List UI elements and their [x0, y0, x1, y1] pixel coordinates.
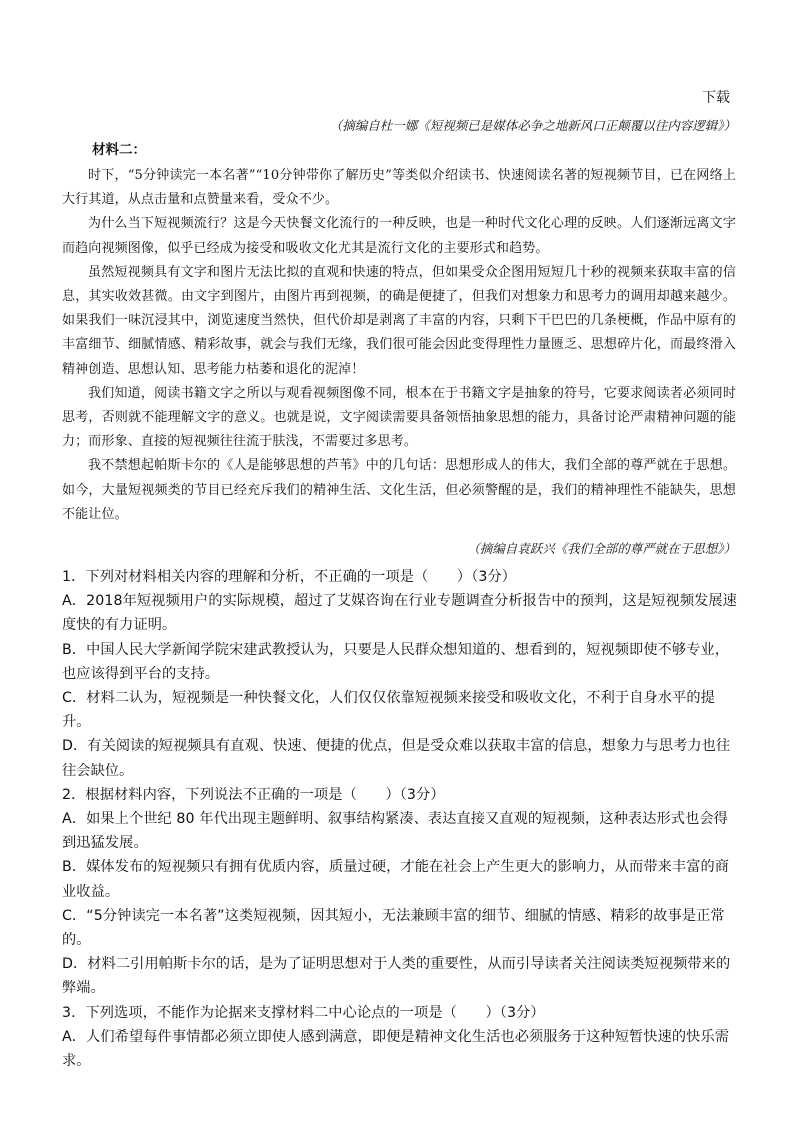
- material-one-citation: （摘编自杜一娜《短视频已是媒体必争之地新风口正颠覆以往内容逻辑》）: [329, 118, 736, 133]
- question-2: [62, 783, 742, 1001]
- material-two-paragraph-1: 时下，“5分钟读完一本名著”“10分钟带你了解历史”等类似介绍读书、快速阅读名著的短视频节目，已在网络上大行其道，从点击量和点赞量来看，受众不少。: [62, 168, 736, 208]
- question-1-option-a: A．2018年短视频用户的实际规模，超过了艾媒咨询在行业专题调查分析报告中的预判，这是短视频发展速度快的有力证明。: [62, 593, 737, 634]
- material-two-title: 材料二：: [92, 142, 146, 158]
- question-1: [62, 565, 742, 783]
- material-two-body: [62, 164, 736, 527]
- question-2-option-c: C．“5分钟读完一本名著”这类短视频，因其短小，无法兼顾丰富的细节、细腻的情感、精彩的故事是正常的。: [62, 907, 725, 949]
- question-2-option-d: D．材料二引用帕斯卡尔的话，是为了证明思想对于人类的重要性，从而引导读者关注阅读类短视频带来的弊端。: [62, 956, 731, 997]
- question-1-option-b: B．中国人民大学新闻学院宋建武教授认为，只要是人民群众想知道的、想看到的，短视频即使不够专业，也应该得到平台的支持。: [62, 641, 730, 682]
- download-link[interactable]: 下载: [702, 90, 730, 106]
- material-two-paragraph-4: 我们知道，阅读书籍文字之所以与观看视频图像不同，根本在于书籍文字是抽象的符号，它要求阅读者必须同时思考，否则就不能理解文字的意义。也就是说，文字阅读需要具备领悟抽象思想的能力，具备讨论严肃精神问题的能力；而形象、直接的短视频往往流于肤浅，不需要过多思考。: [62, 385, 736, 450]
- question-1-stem: 1．下列对材料相关内容的理解和分析，不正确的一项是（ ）（3分）: [62, 569, 517, 585]
- question-list: [62, 565, 742, 1073]
- question-3-option-a: A．人们希望每件事情都必须立即使人感到满意，即便是精神文化生活也必须服务于这种短暂快速的快乐需求。: [62, 1028, 730, 1070]
- material-two-paragraph-5: 我不禁想起帕斯卡尔的《人是能够思想的芦苇》中的几句话：思想形成人的伟大，我们全部的尊严就在于思想。如今，大量短视频类的节目已经充斥我们的精神生活、文化生活，但必须警醒的是，我们的精神理性不能缺失，思想不能让位。: [62, 458, 736, 522]
- question-2-option-b: B．媒体发布的短视频只有拥有优质内容，质量过硬，才能在社会上产生更大的影响力，从而带来丰富的商业收益。: [62, 859, 730, 900]
- question-1-option-c: C．材料二认为，短视频是一种快餐文化，人们仅仅依靠短视频来接受和吸收文化，不利于自身水平的提升。: [62, 690, 715, 731]
- material-two-paragraph-2: 为什么当下短视频流行？这是今天快餐文化流行的一种反映，也是一种时代文化心理的反映。人们逐渐远离文字而趋向视频图像，似乎已经成为接受和吸收文化尤其是流行文化的主要形式和趋势。: [62, 216, 736, 256]
- question-1-option-d: D．有关阅读的短视频具有直观、快速、便捷的优点，但是受众难以获取丰富的信息，想象力与思考力也往往会缺位。: [62, 738, 731, 779]
- material-two-paragraph-3: 虽然短视频具有文字和图片无法比拟的直观和快速的特点，但如果受众企图用短短几十秒的视频来获取丰富的信息，其实收效甚微。由文字到图片，由图片再到视频，的确是便捷了，但我们对想象力和思考力的调用却越来越少。如果我们一味沉浸其中，浏览速度当然快，但代价却是剥离了丰富的内容，只剩下干巴巴的几条梗概，作品中原有的丰富细节、细腻情感、精彩故事，就会与我们无缘，我们很可能会因此变得理性力量匮乏、思想碎片化，而最终滑入精神创造、思想认知、思考能力枯萎和退化的泥淖！: [62, 264, 736, 377]
- question-2-option-a: A．如果上个世纪 80 年代出现主题鲜明、叙事结构紧凑、表达直接又直观的短视频，这种表达形式也会得到迅猛发展。: [62, 811, 728, 852]
- material-two-citation: （摘编自袁跃兴《我们全部的尊严就在于思想》）: [467, 541, 736, 556]
- question-3-stem: 3．下列选项，不能作为论据来支撑材料二中心论点的一项是（ ）（3分）: [62, 1004, 545, 1021]
- question-3: [62, 1001, 742, 1074]
- question-2-stem: 2．根据材料内容，下列说法不正确的一项是（ ）（3分）: [62, 786, 445, 803]
